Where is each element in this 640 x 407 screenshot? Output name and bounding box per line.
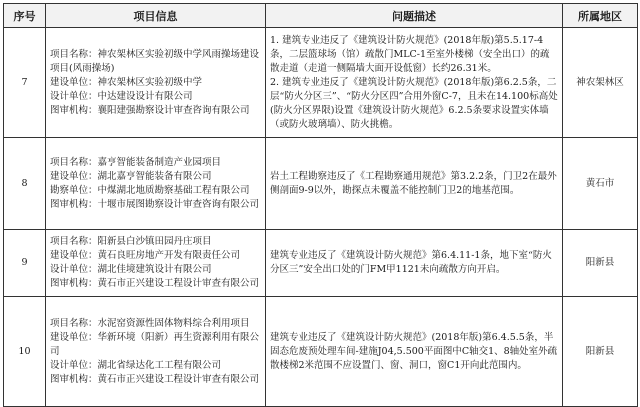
row-no: 9 [4,230,46,297]
header-desc: 问题描述 [266,4,563,28]
row-region: 黄石市 [563,138,638,230]
builder: 建设单位：华新环境（阳新）再生资源利用有限公司 [50,331,260,357]
survey-unit: 勘察单位：中煤湖北地质勘察基础工程有限公司 [50,184,250,196]
project-name: 项目名称：水泥窑资源性固体物料综合利用项目 [50,317,250,329]
row-region: 神农架林区 [563,28,638,138]
header-info: 项目信息 [46,4,266,28]
row-desc [266,28,563,138]
issue-text: 1. 建筑专业违反了《建筑设计防火规范》(2018年版)第5.5.17-4条，二层篮球场（馆）疏散门MLC-1至室外楼梯（安全出口）的疏散走道（走道一侧隔墙大面开设低窗）长约26.31米。 [270,34,550,74]
table-row [4,230,638,297]
row-info [46,28,266,138]
header-region: 所属地区 [563,4,638,28]
row-info [46,138,266,230]
row-info [46,230,266,297]
header-no: 序号 [4,4,46,28]
table-row [4,28,638,138]
project-name: 项目名称：神农架林区实验初级中学风雨操场建设项目(风雨操场) [50,48,260,74]
table-header-row [4,4,638,28]
designer: 设计单位：湖北省绿达化工工程有限公司 [50,359,222,371]
review-agency: 图审机构：黄石市正兴建设工程设计审查有限公司 [50,373,260,385]
issue-text: 建筑专业违反了《建筑设计防火规范》第6.4.11-1条，地下室“防火分区三”安全出口处的门FM甲1121未向疏散方向开启。 [270,250,552,275]
row-region: 阳新县 [563,230,638,297]
issue-text: 2. 建筑专业违反了《建筑设计防火规范》(2018年版)第6.2.5条，二层“防火分区三”、“防火分区四”合用外窗C-7，且未在14.100标高处(防火分区界限)设置《建筑设计防火规范》6.2.5条要求设置实体墙（或防火玻璃墙）、防火挑檐。 [270,76,558,130]
designer: 设计单位：湖北佳境建筑设计有限公司 [50,264,212,275]
project-name: 项目名称：嘉亨智能装备制造产业园项目 [50,156,222,168]
project-name: 项目名称：阳新县白沙镇田园丹庄项目 [50,236,212,247]
row-desc [266,230,563,297]
issue-text: 建筑专业违反了《建筑设计防火规范》(2018年版)第6.4.5.5条，半固态危废预处理车间-建施J04,5.500平面图中C轴交1、8轴处室外疏散楼梯2米范围不应设置门、窗、洞口，窗C1开向此范围内。 [270,331,558,371]
row-no: 10 [4,297,46,407]
builder: 建设单位：黄石良旺房地产开发有限责任公司 [50,250,241,261]
row-desc [266,138,563,230]
issue-text: 岩土工程勘察违反了《工程勘察通用规范》第3.2.2条，门卫2在最外侧剖面9-9以外，勘探点未覆盖不能控制门卫2的地基范围。 [270,170,557,196]
row-region: 阳新县 [563,297,638,407]
table-row [4,297,638,407]
builder: 建设单位：神农架林区实验初级中学 [50,76,203,88]
review-agency: 图审机构：黄石市正兴建设工程设计审查有限公司 [50,278,260,289]
row-info [46,297,266,407]
table-row [4,138,638,230]
review-agency: 图审机构：襄阳建强勘察设计审查咨询有限公司 [50,104,250,116]
designer: 设计单位：中达建设设计有限公司 [50,90,193,102]
review-agency: 图审机构：十堰市展图勘察设计审查咨询有限公司 [50,198,260,210]
row-no: 8 [4,138,46,230]
row-no: 7 [4,28,46,138]
inspection-table [3,3,638,407]
builder: 建设单位：湖北嘉亨智能装备有限公司 [50,170,212,182]
row-desc [266,297,563,407]
